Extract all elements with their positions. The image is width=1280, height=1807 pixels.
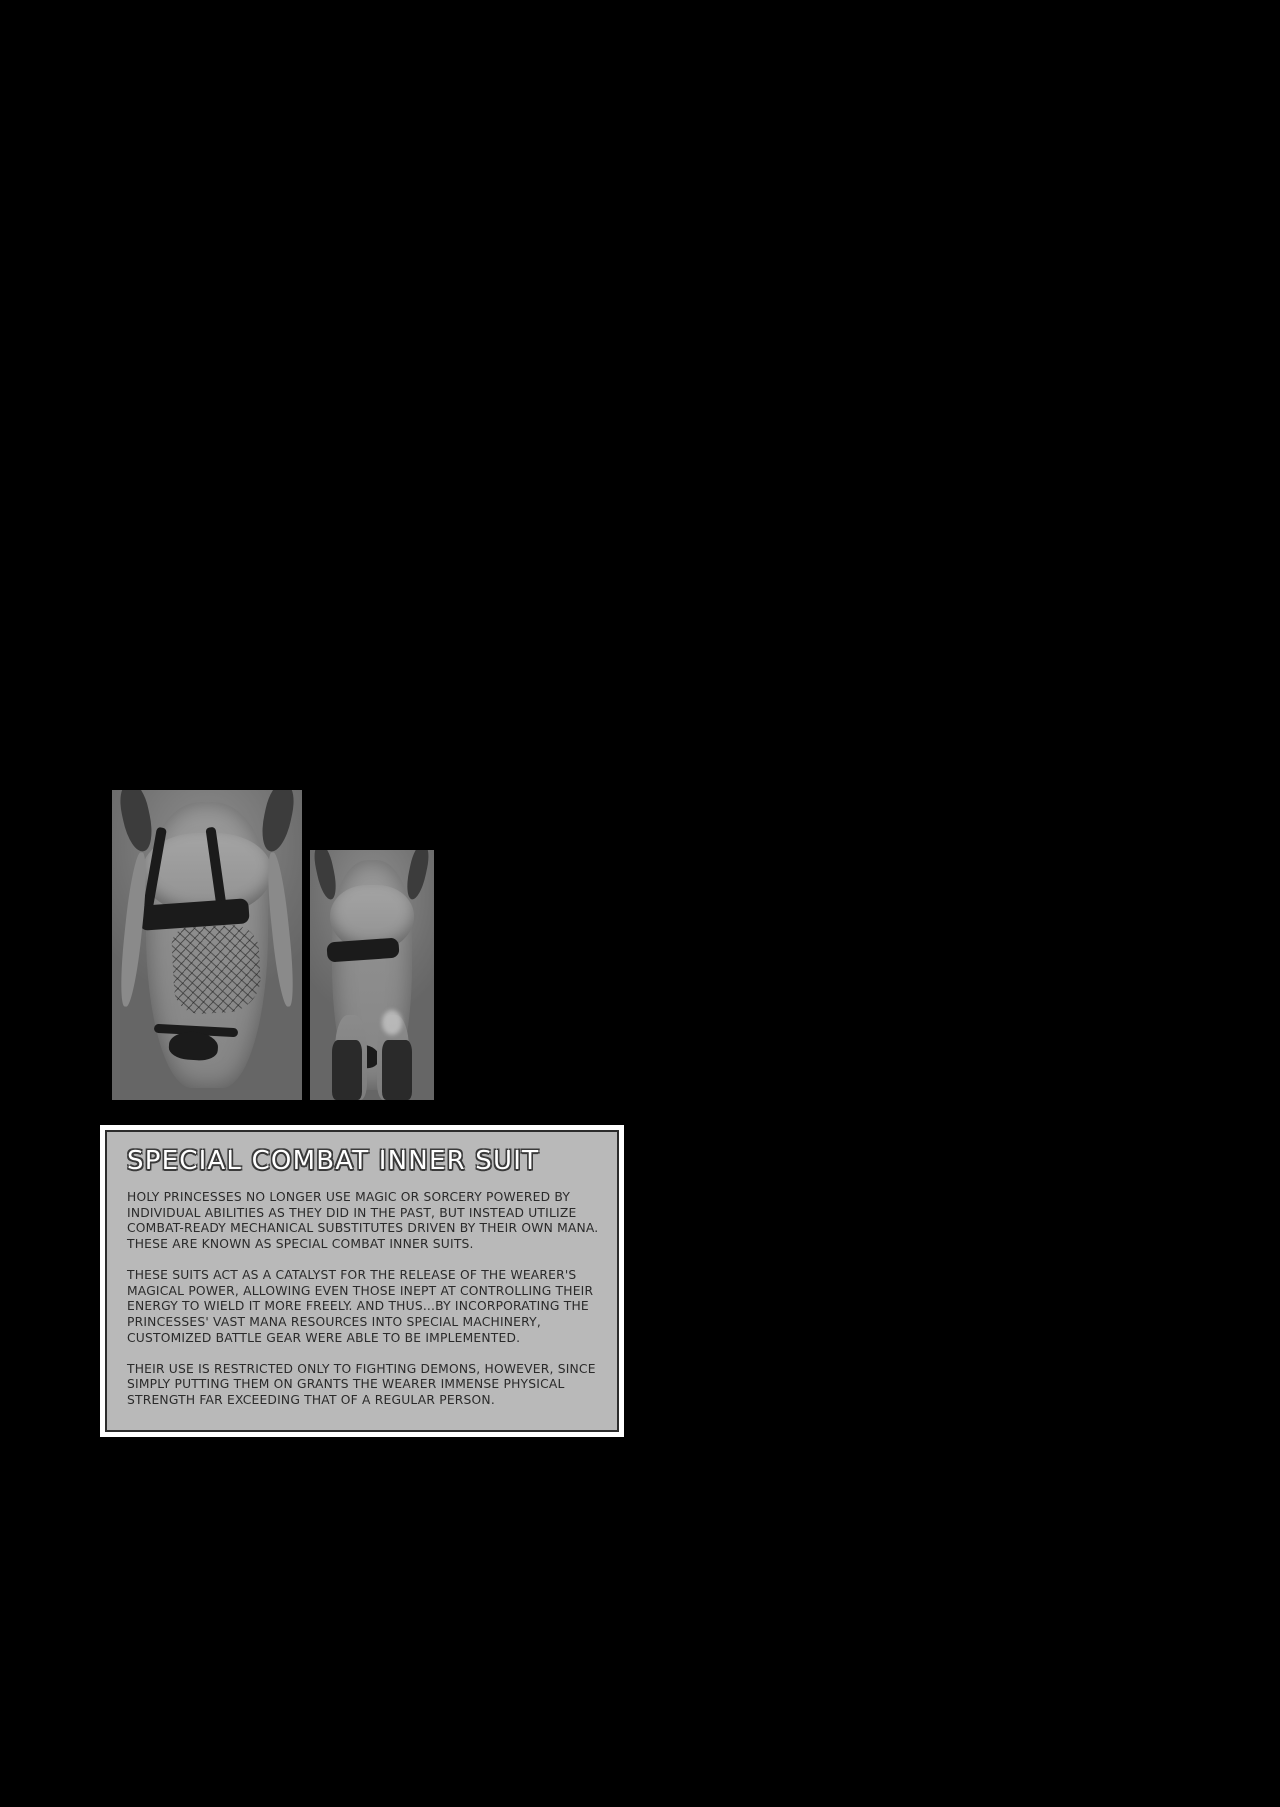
suit-mesh-texture	[171, 924, 263, 1015]
manga-panel-left	[112, 790, 302, 1100]
info-paragraph-3: THEIR USE IS RESTRICTED ONLY TO FIGHTING DEMONS, HOWEVER, SINCE SIMPLY PUTTING THEM ON GRANTS THE WEARER IMMENSE PHYSICAL STRENGTH FAR EXCEEDING THAT OF A REGULAR PERSON.	[127, 1361, 596, 1408]
info-paragraph-2: THESE SUITS ACT AS A CATALYST FOR THE RELEASE OF THE WEARER'S MAGICAL POWER, ALLOWING EVEN THOSE INEPT AT CONTROLLING THEIR ENERGY TO WIELD IT MORE FREELY. AND THUS...BY INCORPORATING THE PRINCESSES' VAST MANA RESOURCES INTO SPECIAL MACHINERY, CUSTOMIZED BATTLE GEAR WERE ABLE TO BE IMPLEMENTED.	[127, 1267, 594, 1345]
info-box-title: SPECIAL COMBAT INNER SUIT	[127, 1146, 540, 1176]
manga-panel-right	[310, 850, 434, 1100]
panel-highlight	[382, 1010, 402, 1035]
thigh-high-left	[332, 1040, 362, 1100]
info-paragraph-1: HOLY PRINCESSES NO LONGER USE MAGIC OR SORCERY POWERED BY INDIVIDUAL ABILITIES AS THEY DID IN THE PAST, BUT INSTEAD UTILIZE COMBAT-READY MECHANICAL SUBSTITUTES DRIVEN BY THEIR OWN MANA. THESE ARE KNOWN AS SPECIAL COMBAT INNER SUITS.	[127, 1190, 599, 1252]
thigh-high-right	[382, 1040, 412, 1100]
info-box	[100, 1125, 624, 1437]
artwork-panel-group	[112, 790, 437, 1100]
